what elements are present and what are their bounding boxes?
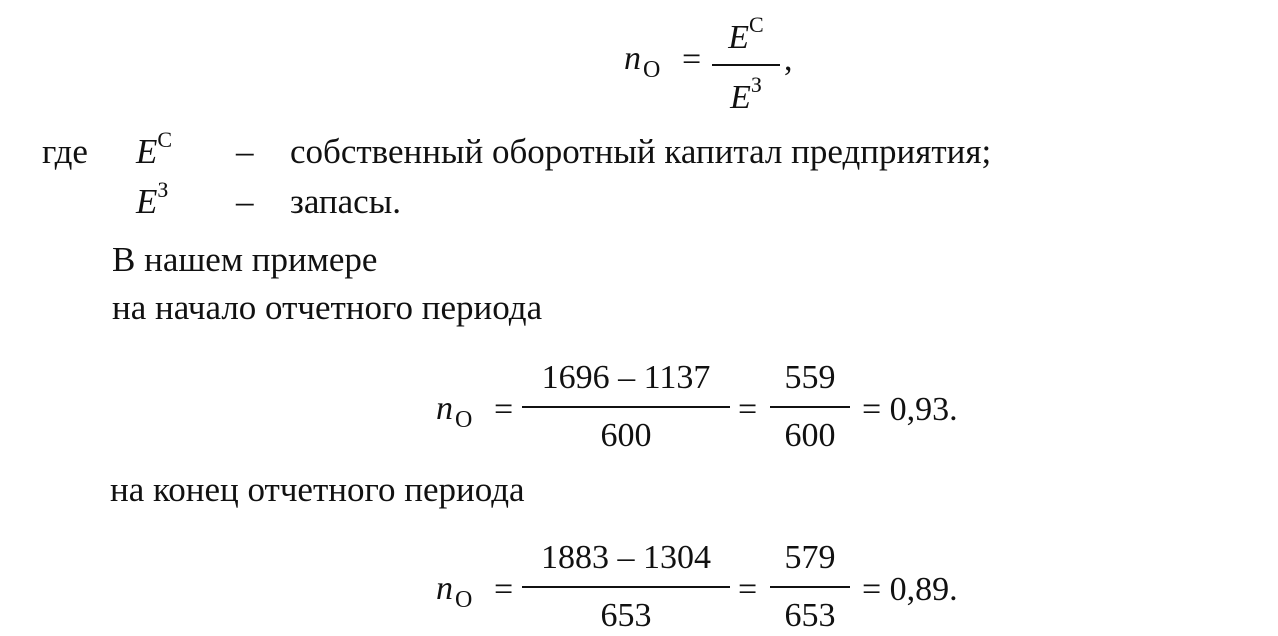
- where-item-var-letter: E: [136, 182, 158, 221]
- formula-numerator: [712, 12, 780, 58]
- formula-fraction-bar: [712, 64, 780, 66]
- where-item-text: собственный оборотный капитал предприятия;: [290, 132, 992, 171]
- end-lhs: [436, 570, 473, 613]
- formula-lhs: [624, 40, 661, 83]
- end-result: = 0,89.: [862, 571, 958, 608]
- end-equals-1: =: [494, 571, 514, 608]
- start-equals-1: =: [494, 391, 514, 428]
- where-item-var-letter: E: [136, 132, 158, 171]
- start-fraction-2: [770, 358, 850, 458]
- end-period-label: на конец отчетного периода: [110, 470, 525, 509]
- formula-equals: =: [682, 41, 702, 78]
- start-fraction-bar-1: [522, 406, 730, 408]
- start-lhs: [436, 390, 473, 433]
- end-numerator-2: 579: [784, 539, 836, 576]
- end-fraction-1: [522, 538, 730, 636]
- end-denominator-1: 653: [600, 597, 652, 634]
- start-numerator-2: 559: [784, 359, 836, 396]
- denominator-var: E: [730, 79, 751, 116]
- start-equals-2: =: [738, 391, 758, 428]
- where-item-text: запасы.: [290, 182, 401, 221]
- where-item-var-sup: З: [157, 177, 169, 202]
- end-lhs-var: n: [436, 570, 453, 607]
- formula-denominator: [712, 72, 780, 118]
- end-fraction-bar-1: [522, 586, 730, 588]
- end-denominator-2: 653: [784, 597, 836, 634]
- end-lhs-sub: О: [455, 587, 473, 613]
- start-lhs-sub: О: [455, 407, 473, 433]
- start-denominator-2: 600: [784, 417, 836, 454]
- start-lhs-var: n: [436, 390, 453, 427]
- denominator-sup: З: [750, 72, 762, 97]
- where-word: где: [42, 132, 88, 171]
- numerator-var: E: [728, 19, 750, 56]
- end-numerator-1: 1883 – 1304: [541, 539, 711, 576]
- end-fraction-bar-2: [770, 586, 850, 588]
- formula-trailing-comma: ,: [784, 41, 793, 78]
- start-fraction-1: [522, 358, 730, 458]
- formula-lhs-var: n: [624, 40, 641, 77]
- start-period-label: на начало отчетного периода: [112, 288, 543, 327]
- where-item-var: [136, 177, 169, 222]
- example-intro: В нашем примере: [112, 240, 378, 279]
- numerator-sup: С: [749, 12, 764, 37]
- formula-fraction: [712, 12, 780, 118]
- where-item-dash: –: [236, 182, 254, 221]
- start-denominator-1: 600: [600, 417, 652, 454]
- end-fraction-2: [770, 538, 850, 636]
- formula-lhs-sub: О: [643, 57, 661, 83]
- where-item-var: [136, 127, 173, 172]
- start-numerator-1: 1696 – 1137: [541, 359, 711, 396]
- end-equals-2: =: [738, 571, 758, 608]
- start-result: = 0,93.: [862, 391, 958, 428]
- start-fraction-bar-2: [770, 406, 850, 408]
- where-item-dash: –: [236, 132, 254, 171]
- where-item-var-sup: С: [157, 127, 173, 152]
